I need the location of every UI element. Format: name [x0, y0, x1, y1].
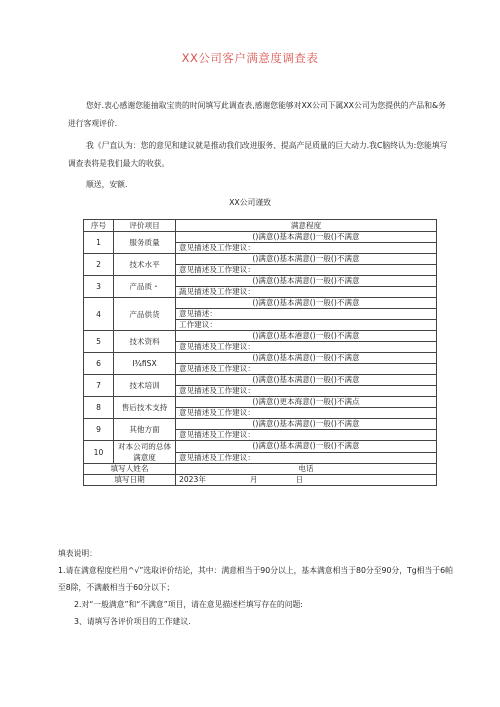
comment-field[interactable]: 意见描述及工作建议： [176, 386, 437, 397]
row-number: 2 [84, 254, 114, 276]
comment-field[interactable]: 意见描述及工作建议： [176, 342, 437, 353]
rating-options[interactable]: ()满意()基本满意()一般()不满意 [176, 298, 437, 309]
header-satisfaction: 满意程度 [176, 220, 437, 232]
table-row [84, 441, 437, 453]
date-day: 日 [295, 475, 304, 484]
rating-options[interactable]: ()满意()基本满意()一般()不满意 [176, 276, 437, 287]
rating-options[interactable]: ()满意()更本海意()一般()不满点 [176, 397, 437, 408]
row-number: 9 [84, 419, 114, 441]
rating-options[interactable]: ()满意()基本满意()一般()不满意 [176, 232, 437, 243]
header-no: 序号 [84, 220, 114, 232]
date-row [84, 475, 437, 486]
row-item: 售后技术支持 [114, 397, 176, 419]
table-row [84, 419, 437, 430]
date-year: 2023年 [179, 475, 206, 484]
comment-field[interactable]: 意见描述及工作建议： [176, 243, 437, 254]
row-item: 技术水平 [114, 254, 176, 276]
table-row [84, 298, 437, 309]
row-number: 1 [84, 232, 114, 254]
intro-paragraph-1: 您好.衷心感谢您能抽取宝贵的时间填写此调查表,感谢您能够对XX公司下属XX公司为您提供的产品和&务进行客观评价. [68, 101, 446, 128]
row-item: 产品供货 [114, 298, 176, 331]
greeting: 顺送，安额. [86, 180, 128, 189]
comment-field[interactable]: 蔬见描述及工作建议： [176, 287, 437, 298]
fill-date-field[interactable] [176, 475, 437, 486]
row-number: 7 [84, 375, 114, 397]
row-number: 3 [84, 276, 114, 298]
row-item: 技术培训 [114, 375, 176, 397]
signature: XX公司谨致 [229, 198, 271, 207]
suggestion-field[interactable]: 工作建议： [176, 320, 437, 331]
table-row [84, 397, 437, 408]
table-row [84, 375, 437, 386]
rating-options[interactable]: ()满意()基本满意()一般()不满意 [176, 441, 437, 453]
instruction-item-1: 1.请在满意程度栏用^√”选取评价结论，其中：满意相当于90分以上，基本满意相当于80分至90分，Tg相当于6帕至8除，不满蔽相当于60分以下； [58, 566, 453, 592]
comment-field[interactable]: 意见描述及工作建议： [176, 452, 437, 464]
comment-field[interactable]: 意见描述及工作建议： [176, 430, 437, 441]
table-row [84, 331, 437, 342]
date-month: 月 [249, 475, 258, 484]
row-item: 产品质・ [114, 276, 176, 298]
row-item: I¾fiSX [114, 353, 176, 375]
table-row [84, 353, 437, 364]
row-item: 服务质量 [114, 232, 176, 254]
comment-field[interactable]: 意见描述及工作建议： [176, 364, 437, 375]
phone-label[interactable]: 电话 [176, 464, 437, 475]
row-number: 8 [84, 397, 114, 419]
instructions [58, 545, 453, 630]
survey-table [83, 219, 437, 486]
instruction-item-2: 2.对“一般满意”和“不满意”项目，请在意见描述栏填写存在的问题: [74, 600, 303, 609]
document-title: XX公司客户满意度调查表 [181, 51, 319, 65]
instructions-heading: 填表说明： [58, 549, 97, 558]
fill-date-label: 填写日期 [84, 475, 176, 486]
row-number: 6 [84, 353, 114, 375]
table-row [84, 232, 437, 243]
comment-field[interactable]: 意见描述及工作建议： [176, 265, 437, 276]
comment-field[interactable]: 意见描述及工作建议： [176, 408, 437, 419]
filler-row [84, 464, 437, 475]
row-number: 5 [84, 331, 114, 353]
row-number: 10 [84, 441, 114, 464]
table-row [84, 276, 437, 287]
rating-options[interactable]: ()满意()基本满意()一般()不满意 [176, 254, 437, 265]
rating-options[interactable]: ()满意()基本满意()一般()不满意 [176, 375, 437, 386]
header-item: 评价项目 [114, 220, 176, 232]
row-item: 技术资料 [114, 331, 176, 353]
intro-paragraph-2: 我《尸直认为：您的意见和建议就是推动我们改进服务、提高产昆质量的巨大动力.我C脑终认为:您能填写调查表将是我们最大的收获。 [68, 141, 448, 168]
rating-options[interactable]: ()满意()基本满意()一般()不满意 [176, 419, 437, 430]
row-item: 对本公司的总体满意度 [114, 441, 176, 464]
rating-options[interactable]: ()满意()基本满意()一般()不满意 [176, 353, 437, 364]
table-row [84, 254, 437, 265]
table-header-row [84, 220, 437, 232]
row-number: 4 [84, 298, 114, 331]
comment-field[interactable]: 意见描述： [176, 309, 437, 320]
instruction-item-3: 3、请填写各评价项目的工作建议. [74, 617, 191, 626]
filler-name-label: 填写人姓名 [84, 464, 176, 475]
rating-options[interactable]: ()满意()基本港意()一般()不满意 [176, 331, 437, 342]
row-item: 其他方面 [114, 419, 176, 441]
